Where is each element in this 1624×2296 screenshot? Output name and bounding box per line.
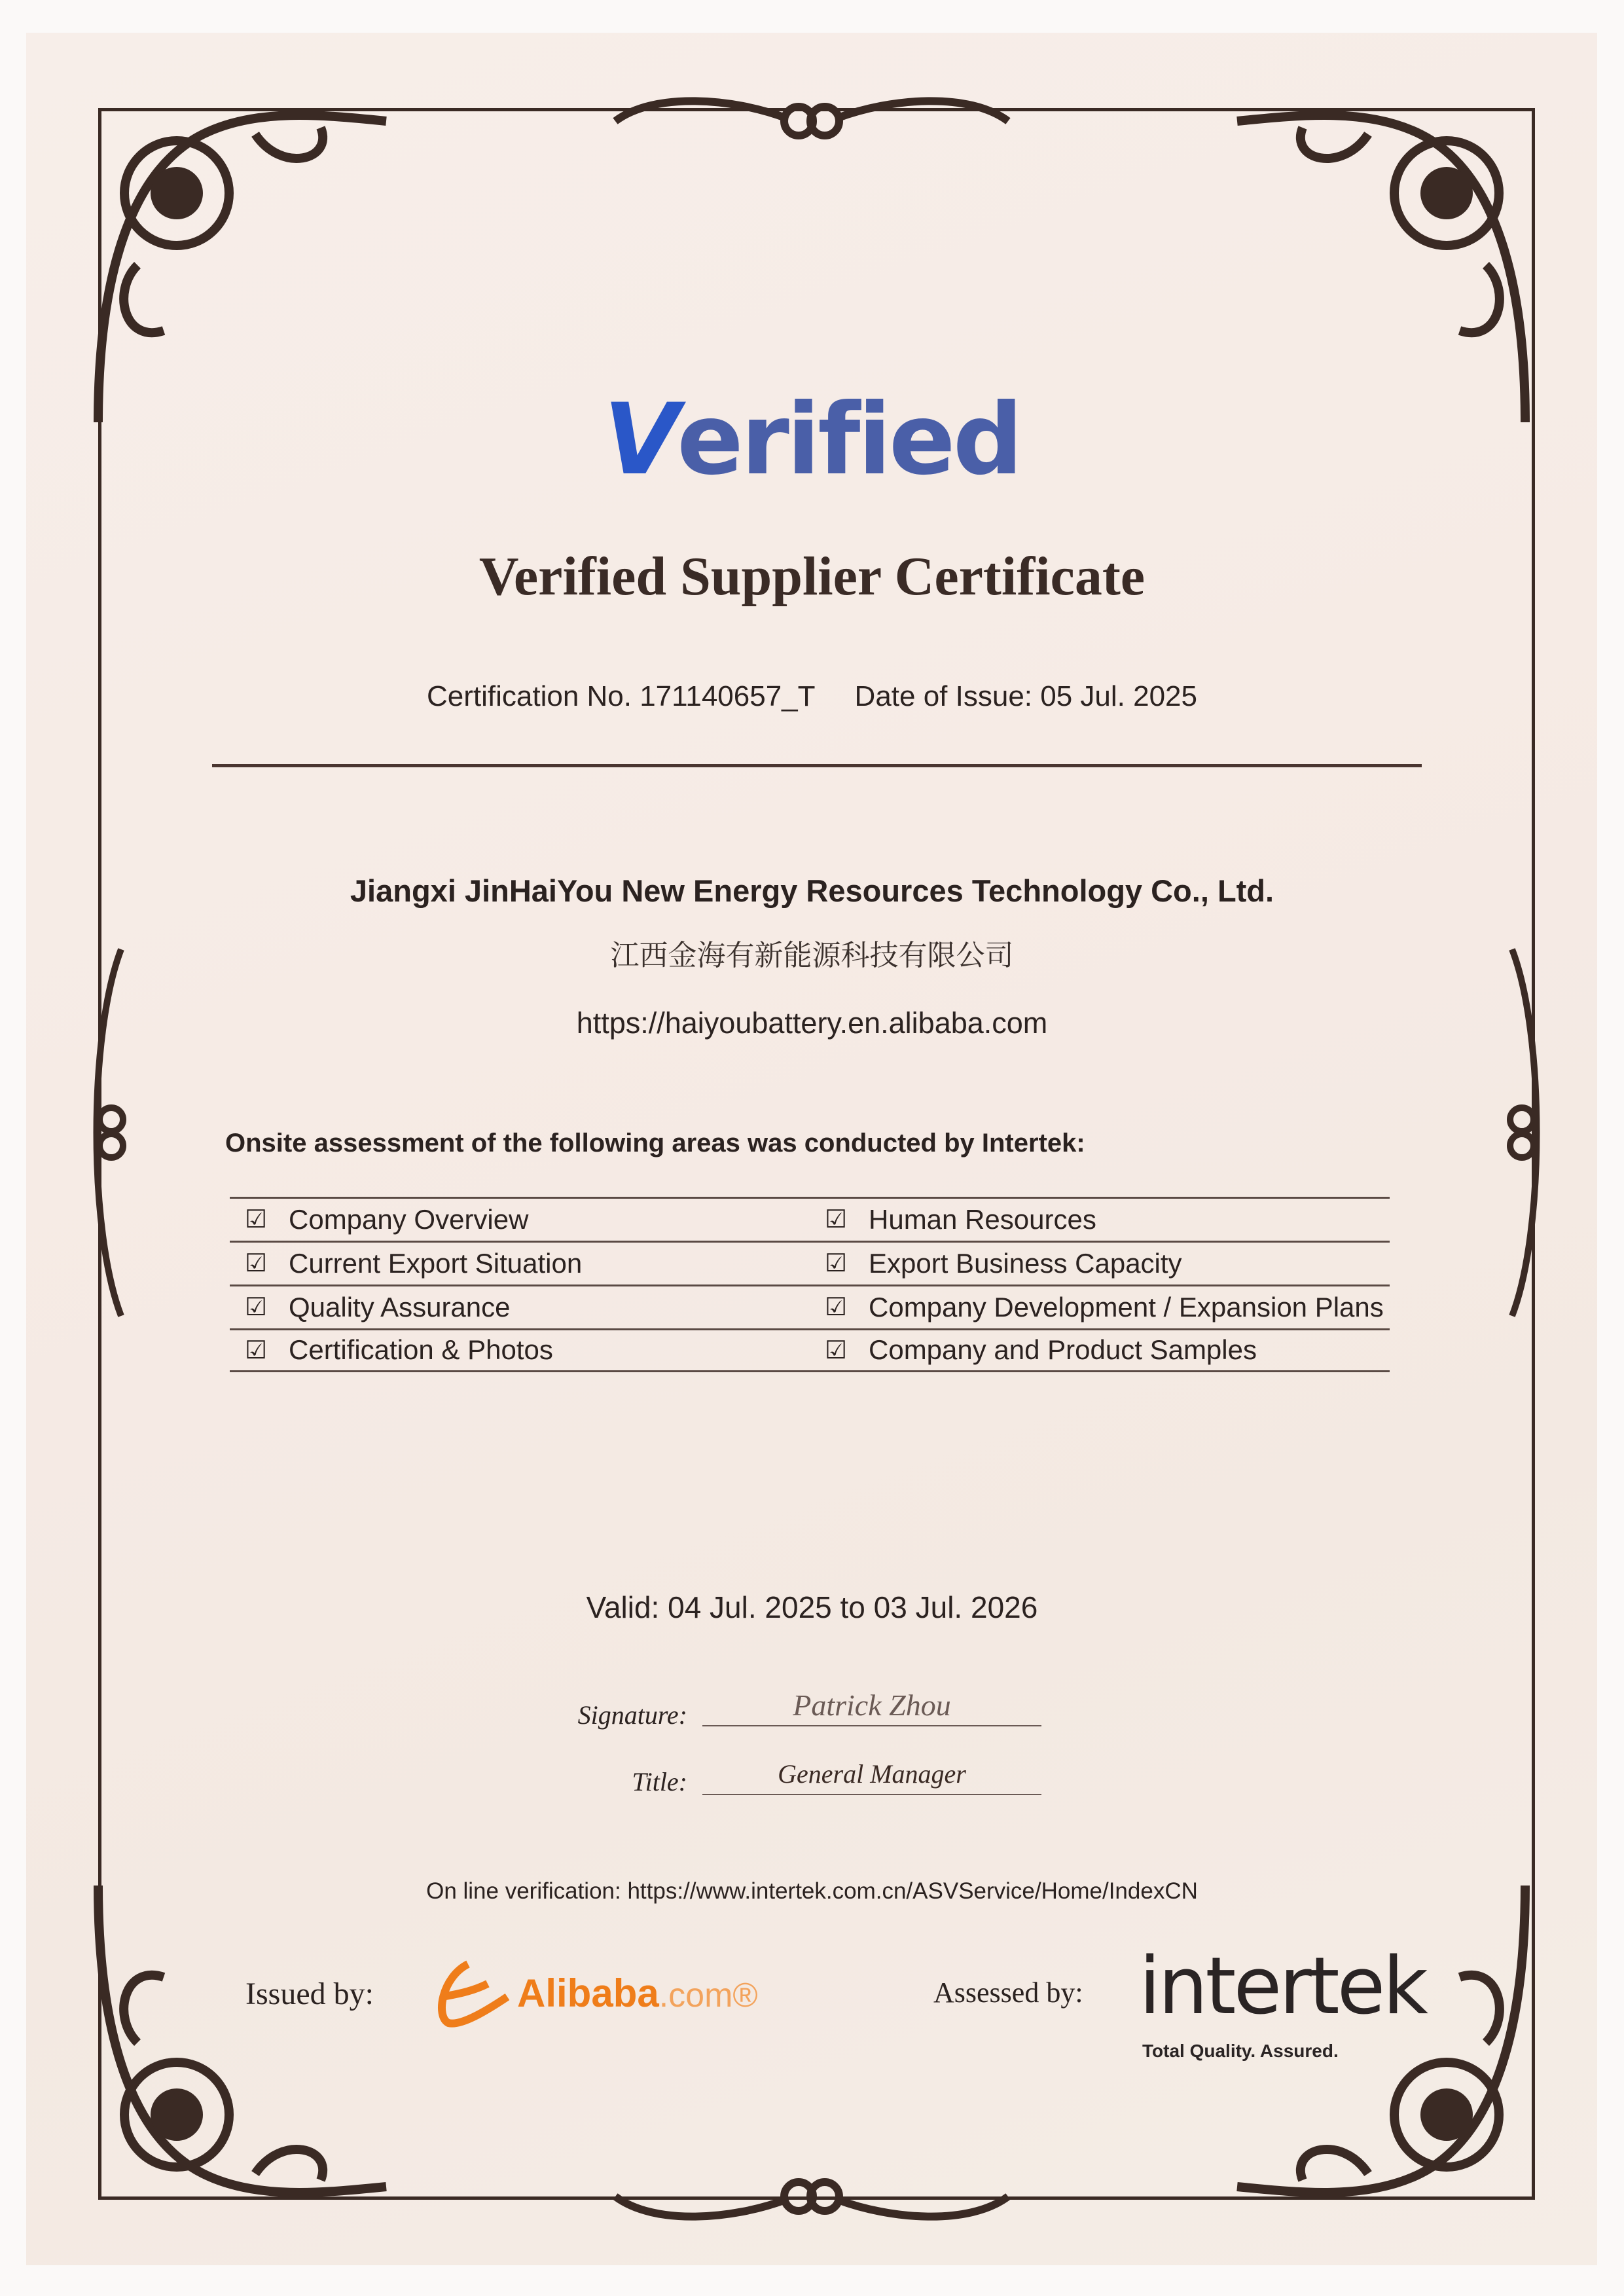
- assessment-row: [230, 1241, 1390, 1285]
- assessment-item-label: Company Overview: [289, 1203, 529, 1235]
- company-name-en: Jiangxi JinHaiYou New Energy Resources Technology Co., Ltd.: [350, 873, 1274, 908]
- validity-period: Valid: 04 Jul. 2025 to 03 Jul. 2026: [586, 1590, 1038, 1624]
- assessment-item: [230, 1292, 810, 1322]
- left-side-scroll-icon: [88, 936, 134, 1329]
- verified-logo-rest: erified: [677, 383, 1020, 497]
- signature-label: Signature:: [577, 1700, 687, 1730]
- title-label: Title:: [632, 1767, 687, 1796]
- issued-by-label: Issued by:: [245, 1977, 374, 2011]
- assessment-item: [810, 1205, 1390, 1235]
- verified-logo-v: V: [604, 383, 677, 497]
- checkbox-checked-icon: ☑: [824, 1294, 848, 1321]
- verified-logo: [0, 383, 1624, 497]
- company-url[interactable]: https://haiyoubattery.en.alibaba.com: [576, 1006, 1048, 1040]
- certificate-title: Verified Supplier Certificate: [478, 546, 1146, 607]
- assessment-item-label: Quality Assurance: [289, 1291, 511, 1322]
- online-verification[interactable]: On line verification: https://www.intertek.com.cn/ASVService/Home/IndexCN: [426, 1878, 1198, 1904]
- assessment-item: [230, 1335, 810, 1365]
- certification-number: Certification No. 171140657_T: [426, 680, 816, 712]
- assessment-row: [230, 1328, 1390, 1372]
- alibaba-logo: [517, 1971, 758, 2015]
- checkbox-checked-icon: ☑: [244, 1336, 268, 1364]
- assessment-item-label: Company and Product Samples: [869, 1334, 1257, 1366]
- assessment-item-label: Current Export Situation: [289, 1247, 583, 1279]
- alibaba-e-logo-icon: [429, 1958, 514, 2030]
- bottom-center-scroll-icon: [602, 2167, 1021, 2226]
- assessment-item-label: Human Resources: [869, 1203, 1096, 1235]
- title-value: General Manager: [702, 1755, 1041, 1795]
- signature-value: Patrick Zhou: [702, 1686, 1041, 1726]
- divider: [212, 764, 1422, 767]
- checkbox-checked-icon: ☑: [824, 1336, 848, 1364]
- checkbox-checked-icon: ☑: [244, 1206, 268, 1233]
- assessed-by-label: Assessed by:: [933, 1977, 1083, 2009]
- assessment-item: [230, 1205, 810, 1235]
- top-center-scroll-icon: [602, 92, 1021, 151]
- assessment-item-label: Certification & Photos: [289, 1334, 553, 1366]
- checkbox-checked-icon: ☑: [824, 1206, 848, 1233]
- corner-ornament-bottom-left-icon: [85, 1872, 399, 2213]
- checkbox-checked-icon: ☑: [244, 1250, 268, 1277]
- assessment-item: [230, 1248, 810, 1279]
- alibaba-logo-suffix: .com®: [659, 1977, 758, 2014]
- date-of-issue: Date of Issue: 05 Jul. 2025: [854, 680, 1197, 712]
- checkbox-checked-icon: ☑: [244, 1294, 268, 1321]
- corner-ornament-top-left-icon: [85, 95, 399, 435]
- alibaba-logo-main: Alibaba: [517, 1971, 659, 2015]
- assessment-row: [230, 1285, 1390, 1328]
- assessment-item: [810, 1292, 1390, 1322]
- checkbox-checked-icon: ☑: [824, 1250, 848, 1277]
- intertek-logo: intertek: [1139, 1941, 1426, 2032]
- assessment-item: [810, 1335, 1390, 1365]
- company-name-cn: 江西金海有新能源科技有限公司: [610, 939, 1014, 972]
- intertek-tagline: Total Quality. Assured.: [1142, 2041, 1339, 2061]
- assessment-heading: Onsite assessment of the following areas was conducted by Intertek:: [225, 1129, 1085, 1157]
- assessment-table: [230, 1197, 1390, 1372]
- assessment-row: [230, 1197, 1390, 1241]
- assessment-item: [810, 1248, 1390, 1279]
- assessment-item-label: Export Business Capacity: [869, 1247, 1182, 1279]
- corner-ornament-top-right-icon: [1224, 95, 1538, 435]
- right-side-scroll-icon: [1499, 936, 1545, 1329]
- certification-info: [0, 681, 1624, 712]
- assessment-item-label: Company Development / Expansion Plans: [869, 1291, 1384, 1322]
